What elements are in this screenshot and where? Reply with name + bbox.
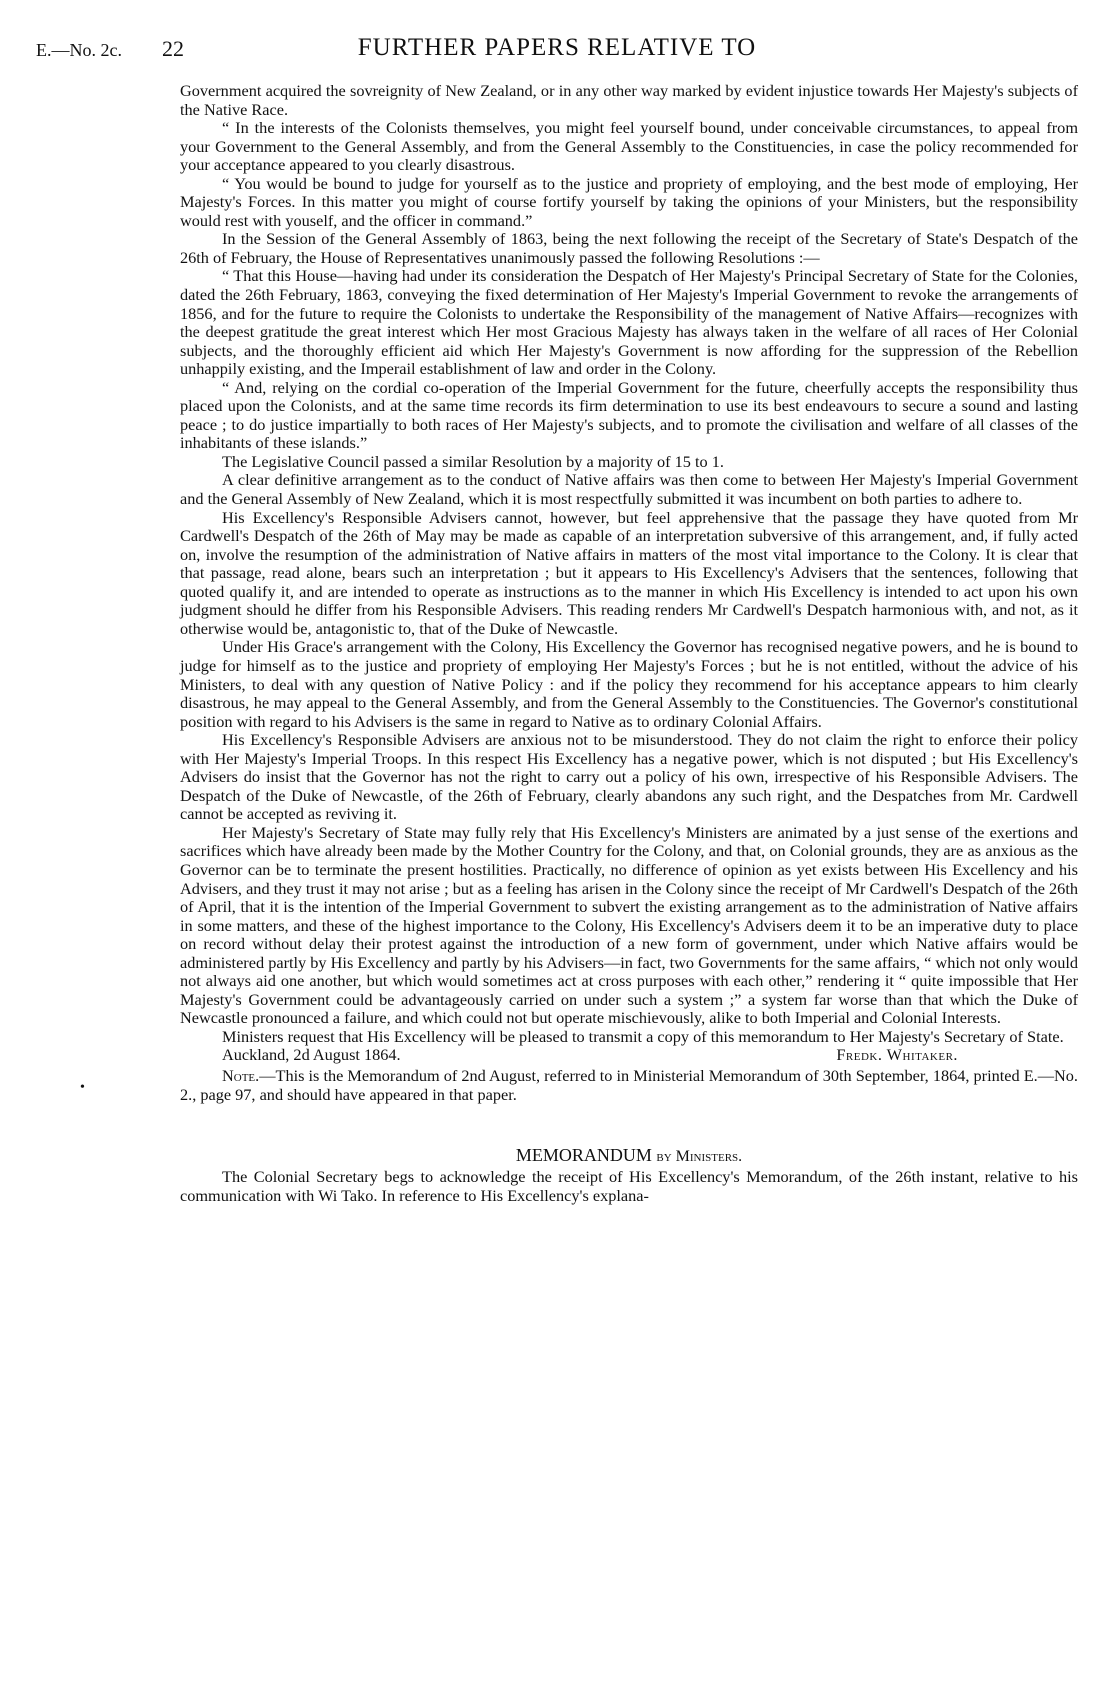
paragraph: His Excellency's Responsible Advisers cannot, however, but feel apprehensive that the passage they have quoted from Mr Cardwell's Despatch of the 26th of May may be made as capable of an interpretation subversive of this arrangement, and, if fully acted on, involve the resumption of the administration of Native affairs in matters of the most vital importance to the Colony. It is clear that that passage, read alone, bears such an interpretation ; but it appears to His Excellency's Advisers that the sentences, following that quoted qualify it, and are intended to operate as instructions as to the manner in which His Excellency is intended to act upon his own judgment should he differ from his Responsible Advisers. This reading renders Mr Cardwell's Despatch harmonious with, and not, as it otherwise would be, antagonistic to, that of the Duke of Newcastle.	[180, 507, 1078, 638]
page-header	[30, 34, 1084, 70]
paragraph: “ You would be bound to judge for yourself as to the justice and propriety of employing, and the best mode of employing, Her Majesty's Forces. In this matter you might of course fortify yourself by taking the opinions of your Ministers, but the responsibility would rest with youself, and the officer in command.”	[180, 173, 1078, 230]
paragraph: Her Majesty's Secretary of State may fully rely that His Excellency's Ministers are animated by a just sense of the exertions and sacrifices which have already been made by the Mother Country for the Colony, and that, on Colonial grounds, they are as anxious as the Governor can be to terminate the present hostilities. Practically, no difference of opinion as yet exists between His Excellency and his Advisers, and they trust it may not arise ; but as a feeling has arisen in the Colony since the receipt of Mr Cardwell's Despatch of the 26th of April, that it is the intention of the Imperial Government to subvert the existing arrangement as to the administration of Native affairs in some matters, and these of the highest importance to the Colony, His Excellency's Advisers deem it to be an imperative duty to place on record without delay their protest against the introduction of a new form of government, under which Native affairs would be administered partly by His Excellency and partly by his Advisers—in fact, two Governments for the same affairs, “ which not only would not always aid one another, but which would sometimes act at cross purposes with each other,” rendering it “ quite impossible that Her Majesty's Government could be advantageously carried on under such a system ;” a system far worse than that which the Duke of Newcastle pronounced a failure, and which could not but operate mischievously, alike to both Imperial and Colonial Interests.	[180, 822, 1078, 1028]
running-title: FURTHER PAPERS RELATIVE TO	[357, 34, 757, 61]
paragraph: “ That this House—having had under its consideration the Despatch of Her Majesty's Principal Secretary of State for the Colonies, dated the 26th February, 1863, conveying the fixed determination of Her Majesty's Imperial Government to revoke the arrangements of 1856, and for the future to require the Colonists to undertake the Responsibility of the management of Native Affairs—recognizes with the deepest gratitude the great interest which Her most Gracious Majesty has always taken in the welfare of all races of Her Colonial subjects, and the thoroughly efficient aid which Her Majesty's Government is now affording for the suppression of the Rebellion unhappily existing, and the Imperail establishment of law and order in the Colony.	[180, 266, 1078, 379]
paragraph: Under His Grace's arrangement with the Colony, His Excellency the Governor has recognised negative powers, and he is bound to judge for himself as to the justice and propriety of employing Her Majesty's Forces ; but he is not entitled, without the advice of his Ministers, to deal with any question of Native Policy : and if the policy they recommend for his acceptance appears to him clearly disastrous, he may appeal to the General Assembly, and from the General Assembly to the Constituencies. The Governor's constitutional position with regard to his Advisers is the same in regard to Native as to ordinary Colonial Affairs.	[180, 637, 1078, 731]
paragraph: A clear definitive arrangement as to the conduct of Native affairs was then come to between Her Majesty's Imperial Government and the General Assembly of New Zealand, which it is most respectfully submitted it was incumbent on both parties to adhere to.	[180, 470, 1078, 509]
margin-mark: •	[80, 1080, 85, 1095]
paragraph: “ In the interests of the Colonists themselves, you might feel yourself bound, under conceivable circumstances, to appeal from your Government to the General Assembly, and from the General Assembly to the Constituencies, in case the policy recommended for your acceptance appeared to you clearly disastrous.	[180, 118, 1078, 175]
signature-line	[180, 1046, 1078, 1065]
page-number: 22	[162, 36, 184, 61]
paragraph: His Excellency's Responsible Advisers are anxious not to be misunderstood. They do not claim the right to enforce their policy with Her Majesty's Imperial Troops. In this respect His Excellency has a negative power, which is not disputed ; but His Excellency's Advisers do insist that the Governor has not the right to carry out a policy of his own, irrespective of his Responsible Advisers. The Despatch of the Duke of Newcastle, of the 26th of February, clearly abandons any such right, and the Despatches from Mr. Cardwell cannot be accepted as reviving it.	[180, 730, 1078, 824]
body-text	[180, 82, 1078, 1205]
note-paragraph	[180, 1067, 1078, 1104]
memorandum-opening: The Colonial Secretary begs to acknowledge the receipt of His Excellency's Memorandum, of the 26th instant, relative to his communication with Wi Tako. In reference to His Excellency's explana-	[180, 1167, 1078, 1205]
paragraph: Ministers request that His Excellency will be pleased to transmit a copy of this memorandum to Her Majesty's Secretary of State.	[222, 1026, 1064, 1046]
note-text: —This is the Memorandum of 2nd August, referred to in Ministerial Memorandum of 30th September, 1864, printed E.—No. 2., page 97, and should have appeared in that paper.	[180, 1065, 1078, 1104]
memorandum-title: MEMORANDUM	[515, 1145, 652, 1166]
place-date: Auckland, 2d August 1864.	[222, 1045, 401, 1065]
memorandum-subtitle: by Ministers.	[656, 1148, 743, 1166]
paragraph: “ And, relying on the cordial co-operation of the Imperial Government for the future, cheerfully accepts the responsibility thus placed upon the Colonists, and at the same time records its firm determination to use its best endeavours to secure a sound and lasting peace ; to do justice impartially to both races of Her Majesty's subjects, and to promote the civilisation and welfare of all classes of the inhabitants of these islands.”	[180, 377, 1078, 453]
document-reference: E.—No. 2c.	[36, 40, 122, 60]
paragraph: In the Session of the General Assembly of 1863, being the next following the receipt of the Secretary of State's Despatch of the 26th of February, the House of Representatives unanimously passed the following Resolutions :—	[180, 229, 1078, 267]
memorandum-heading	[180, 1144, 1078, 1168]
signatory: Fredk. Whitaker.	[836, 1045, 958, 1065]
note-label: Note.	[222, 1065, 260, 1085]
paragraph: Government acquired the sovreignity of New Zealand, or in any other way marked by evident injustice towards Her Majesty's subjects of the Native Race.	[180, 81, 1078, 119]
paragraph: The Legislative Council passed a similar Resolution by a majority of 15 to 1.	[222, 451, 724, 471]
